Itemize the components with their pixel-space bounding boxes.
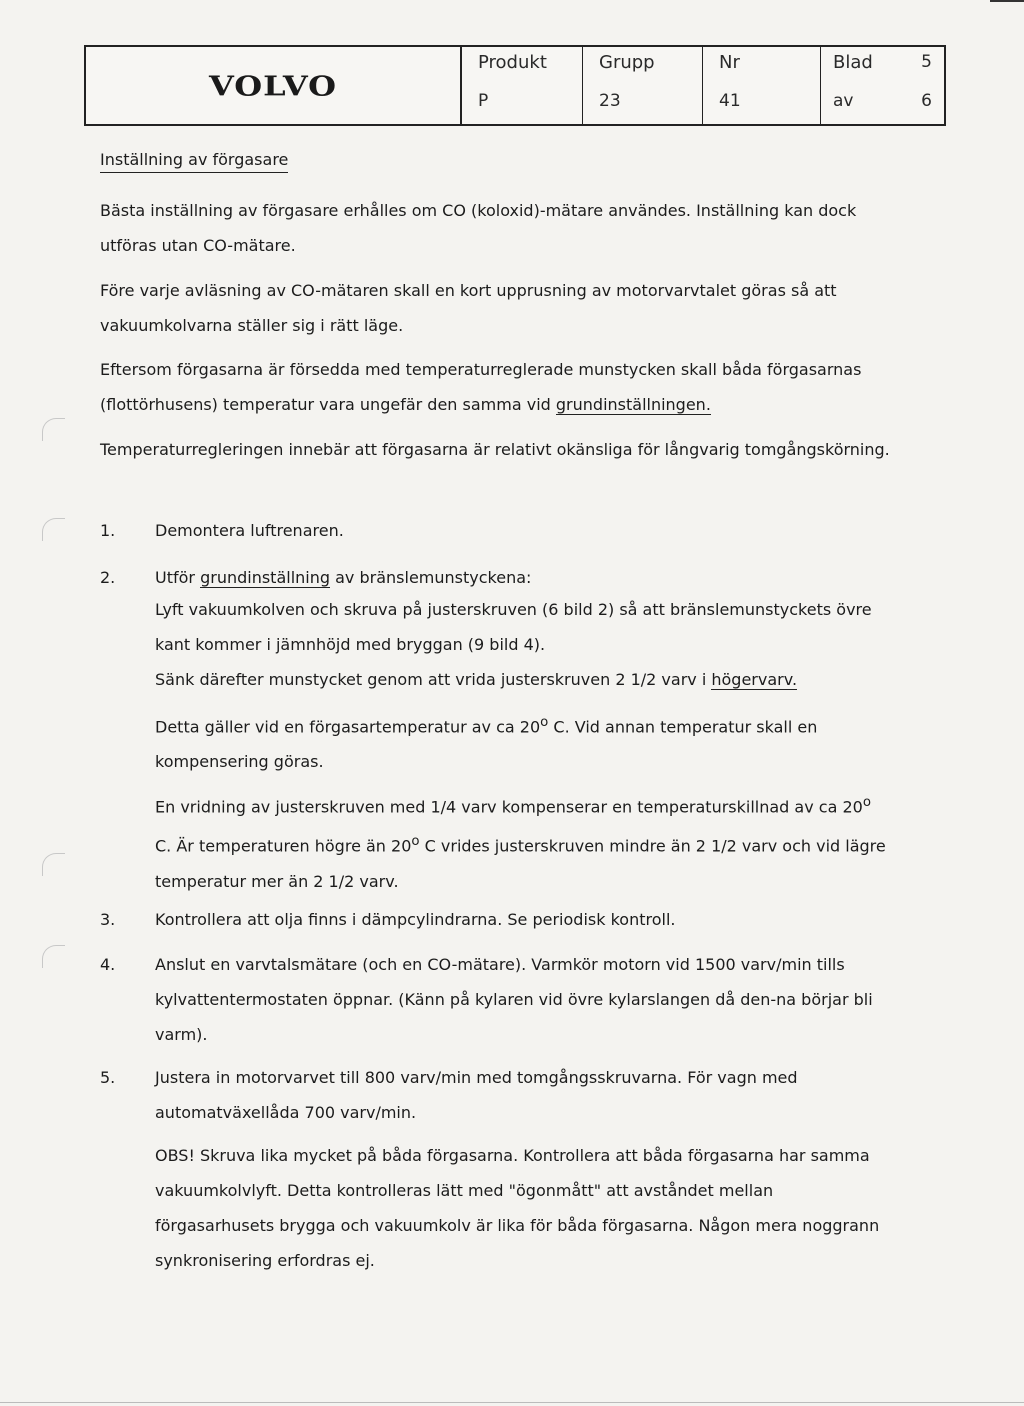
produkt-value: P [478, 91, 489, 111]
step-1-number: 1. [100, 521, 116, 540]
step-3-text: Kontrollera att olja finns i dämpcylindrarna. Se periodisk kontroll. [155, 910, 676, 929]
step-2-text-4 [155, 785, 890, 899]
produkt-label: Produkt [478, 52, 547, 73]
top-edge-line [990, 0, 1024, 2]
grupp-label: Grupp [599, 52, 655, 73]
bottom-edge-line [0, 1402, 1024, 1403]
intro-paragraph-3-text: Eftersom förgasarna är försedda med temperaturreglerade munstycken skall båda förgasarnas (flottörhusens) temperatur vara ungefär den samma vid [100, 360, 862, 414]
step-2-text-4c: C vrides justerskruven mindre än 2 1/2 varv och vid lägre temperatur mer än 2 1/2 varv. [155, 836, 886, 891]
margin-mark [42, 418, 65, 441]
nr-value: 41 [719, 91, 741, 111]
step-3-number: 3. [100, 910, 116, 929]
av-label: av [833, 91, 854, 111]
blad-cell [821, 47, 944, 124]
intro-paragraph-4: Temperaturregleringen innebär att förgasarna är relativt okänsliga för långvarig tomgångskörning. [100, 440, 890, 459]
grupp-value: 23 [599, 91, 621, 111]
section-title: Inställning av förgasare [100, 150, 288, 173]
blad-label: Blad [833, 52, 873, 73]
margin-mark [42, 945, 65, 968]
step-2-text-3a: Detta gäller vid en förgasartemperatur av ca 20 [155, 717, 541, 737]
step-4-number: 4. [100, 955, 116, 974]
degree-mark: o [411, 834, 420, 850]
step-5-text: Justera in motorvarvet till 800 varv/min med tomgångsskruvarna. För vagn med automatväxellåda 700 varv/min. [155, 1068, 798, 1122]
step-5-number: 5. [100, 1068, 116, 1087]
volvo-logo: VOLVO [209, 69, 337, 102]
step-1-text: Demontera luftrenaren. [155, 521, 344, 540]
grundinstallningen-underlined: grundinställningen. [555, 395, 711, 414]
step-2-lead-pre: Utför [155, 568, 201, 587]
step-5-obs-note: OBS! Skruva lika mycket på båda förgasarna. Kontrollera att båda förgasarna har samma vakuumkolvlyft. Detta kontrolleras lätt med "ögonmått" att avståndet mellan förgasarhusets brygga och vakuumkolv är lika för båda förgasarna. Någon mera noggrann synkronisering erfordras ej. [155, 1146, 880, 1270]
grupp-cell [583, 47, 703, 124]
intro-paragraph-3 [100, 352, 900, 422]
intro-paragraph-2: Före varje avläsning av CO-mätaren skall en kort upprusning av motorvarvtalet göras så att vakuumkolvarna ställer sig i rätt läge. [100, 281, 837, 335]
step-2-lead [155, 560, 885, 595]
step-2-text-3 [155, 705, 890, 779]
blad-value: 5 [921, 52, 932, 72]
step-2-lead-post: av bränslemunstyckena: [330, 568, 532, 587]
margin-mark [42, 853, 65, 876]
step-2-text-4a: En vridning av justerskruven med 1/4 varv kompenserar en temperaturskillnad av ca 20 [155, 797, 863, 817]
step-2-text-4b: C. Är temperaturen högre än 20 [155, 836, 412, 856]
hogervarv-underlined: högervarv. [711, 670, 798, 689]
step-2-text-2 [155, 662, 890, 697]
degree-mark: o [862, 795, 871, 810]
step-4-text: Anslut en varvtalsmätare (och en CO-mätare). Varmkör motorn vid 1500 varv/min tills kylvattentermostaten öppnar. (Känn på kylaren vid övre kylarslangen då den-na börjar bli varm). [155, 955, 873, 1044]
logo-cell [86, 47, 462, 124]
degree-mark: o [540, 715, 549, 730]
nr-label: Nr [719, 52, 740, 73]
margin-mark [42, 518, 65, 541]
produkt-cell [462, 47, 583, 124]
document-header [84, 45, 946, 126]
grundinstallning-underlined: grundinställning [200, 568, 331, 587]
av-value: 6 [921, 91, 932, 111]
step-2-text-1: Lyft vakuumkolven och skruva på justerskruven (6 bild 2) så att bränslemunstyckets övre kant kommer i jämnhöjd med bryggan (9 bild 4). [155, 600, 872, 654]
step-2-number: 2. [100, 568, 116, 587]
step-2-text-3b: C. Vid annan temperatur skall en kompensering göras. [155, 717, 818, 772]
step-2-text-2-pre: Sänk därefter munstycket genom att vrida justerskruven 2 1/2 varv i [155, 670, 712, 689]
nr-cell [703, 47, 821, 124]
intro-paragraph-1: Bästa inställning av förgasare erhålles om CO (koloxid)-mätare användes. Inställning kan dock utföras utan CO-mätare. [100, 201, 857, 255]
